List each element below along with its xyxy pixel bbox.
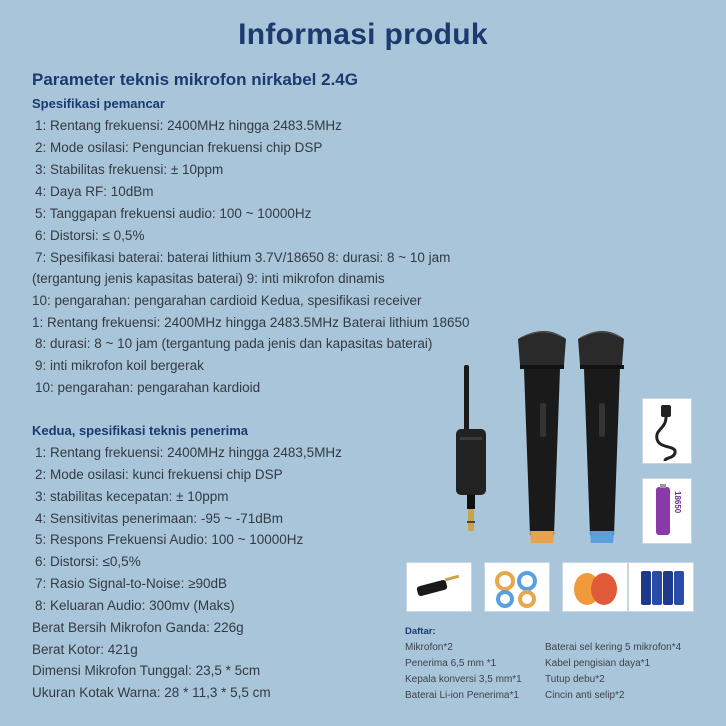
- spec-line: 10: pengarahan: pengarahan kardioid: [35, 380, 261, 395]
- package-list-heading: Daftar:: [405, 626, 436, 637]
- cable-icon: [643, 399, 691, 463]
- package-item: Kabel pengisian daya*1: [545, 658, 651, 669]
- ring-icon: [485, 563, 549, 611]
- microphone-icon: [518, 331, 566, 543]
- section-subtitle: Parameter teknis mikrofon nirkabel 2.4G: [32, 70, 358, 89]
- general-line: Berat Bersih Mikrofon Ganda: 226g: [32, 620, 244, 635]
- spec-line: 4: Daya RF: 10dBm: [35, 184, 154, 199]
- dust-cover-box: [562, 562, 628, 612]
- transmitter-heading: Spesifikasi pemancar: [32, 96, 165, 111]
- dust-cover-icon: [563, 563, 627, 611]
- package-item: Baterai sel kering 5 mikrofon*4: [545, 642, 682, 653]
- battery-box: [642, 478, 692, 544]
- spec-line: 3: stabilitas kecepatan: ± 10ppm: [35, 489, 229, 504]
- spec-line: 10: pengarahan: pengarahan cardioid Kedua, spesifikasi receiver: [32, 293, 422, 308]
- adapter-box: [406, 562, 472, 612]
- receiver-heading: Kedua, spesifikasi teknis penerima: [32, 423, 249, 438]
- spec-line: 5: Respons Frekuensi Audio: 100 ~ 10000Hz: [35, 532, 304, 547]
- spec-line: 9: inti mikrofon koil bergerak: [35, 358, 204, 373]
- general-line: Berat Kotor: 421g: [32, 642, 138, 657]
- package-item: Kepala konversi 3,5 mm*1: [405, 674, 522, 685]
- spec-line: 4: Sensitivitas penerimaan: -95 ~ -71dBm: [35, 511, 284, 526]
- dry-battery-icon: [629, 563, 693, 611]
- package-item: Baterai Li-ion Penerima*1: [405, 690, 519, 701]
- spec-line: 6: Distorsi: ≤ 0,5%: [35, 228, 145, 243]
- package-item: Penerima 6,5 mm *1: [405, 658, 497, 669]
- dry-battery-box: [628, 562, 694, 612]
- battery-label: 18650: [673, 491, 682, 514]
- spec-line: 8: durasi: 8 ~ 10 jam (tergantung pada jenis dan kapasitas baterai): [35, 336, 433, 351]
- spec-line: 8: Keluaran Audio: 300mv (Maks): [35, 598, 235, 613]
- spec-line: 7: Rasio Signal-to-Noise: ≥90dB: [35, 576, 228, 591]
- spec-line: 1: Rentang frekuensi: 2400MHz hingga 2483,5MHz: [35, 445, 342, 460]
- spec-line: 1: Rentang frekuensi: 2400MHz hingga 2483.5MHz Baterai lithium 18650: [32, 315, 470, 330]
- package-item: Cincin anti selip*2: [545, 690, 625, 701]
- product-image: [440, 325, 640, 545]
- spec-line: (tergantung jenis kapasitas baterai) 9: inti mikrofon dinamis: [32, 271, 385, 286]
- general-line: Dimensi Mikrofon Tunggal: 23,5 * 5cm: [32, 663, 261, 678]
- package-item: Tutup debu*2: [545, 674, 605, 685]
- general-line: Ukuran Kotak Warna: 28 * 11,3 * 5,5 cm: [32, 685, 271, 700]
- spec-line: 2: Mode osilasi: Penguncian frekuensi chip DSP: [35, 140, 323, 155]
- spec-line: 7: Spesifikasi baterai: baterai lithium 3.7V/18650 8: durasi: 8 ~ 10 jam: [35, 250, 451, 265]
- charging-cable-box: [642, 398, 692, 464]
- anti-slip-ring-box: [484, 562, 550, 612]
- battery-icon: [643, 479, 691, 543]
- spec-line: 1: Rentang frekuensi: 2400MHz hingga 2483.5MHz: [35, 118, 342, 133]
- adapter-icon: [407, 563, 471, 611]
- spec-line: 3: Stabilitas frekuensi: ± 10ppm: [35, 162, 224, 177]
- spec-line: 6: Distorsi: ≤0,5%: [35, 554, 141, 569]
- microphone-icon: [578, 331, 624, 543]
- page-title: Informasi produk: [238, 18, 488, 51]
- spec-line: 2: Mode osilasi: kunci frekuensi chip DSP: [35, 467, 283, 482]
- receiver-icon: [456, 365, 486, 531]
- package-item: Mikrofon*2: [405, 642, 453, 653]
- spec-line: 5: Tanggapan frekuensi audio: 100 ~ 10000Hz: [35, 206, 312, 221]
